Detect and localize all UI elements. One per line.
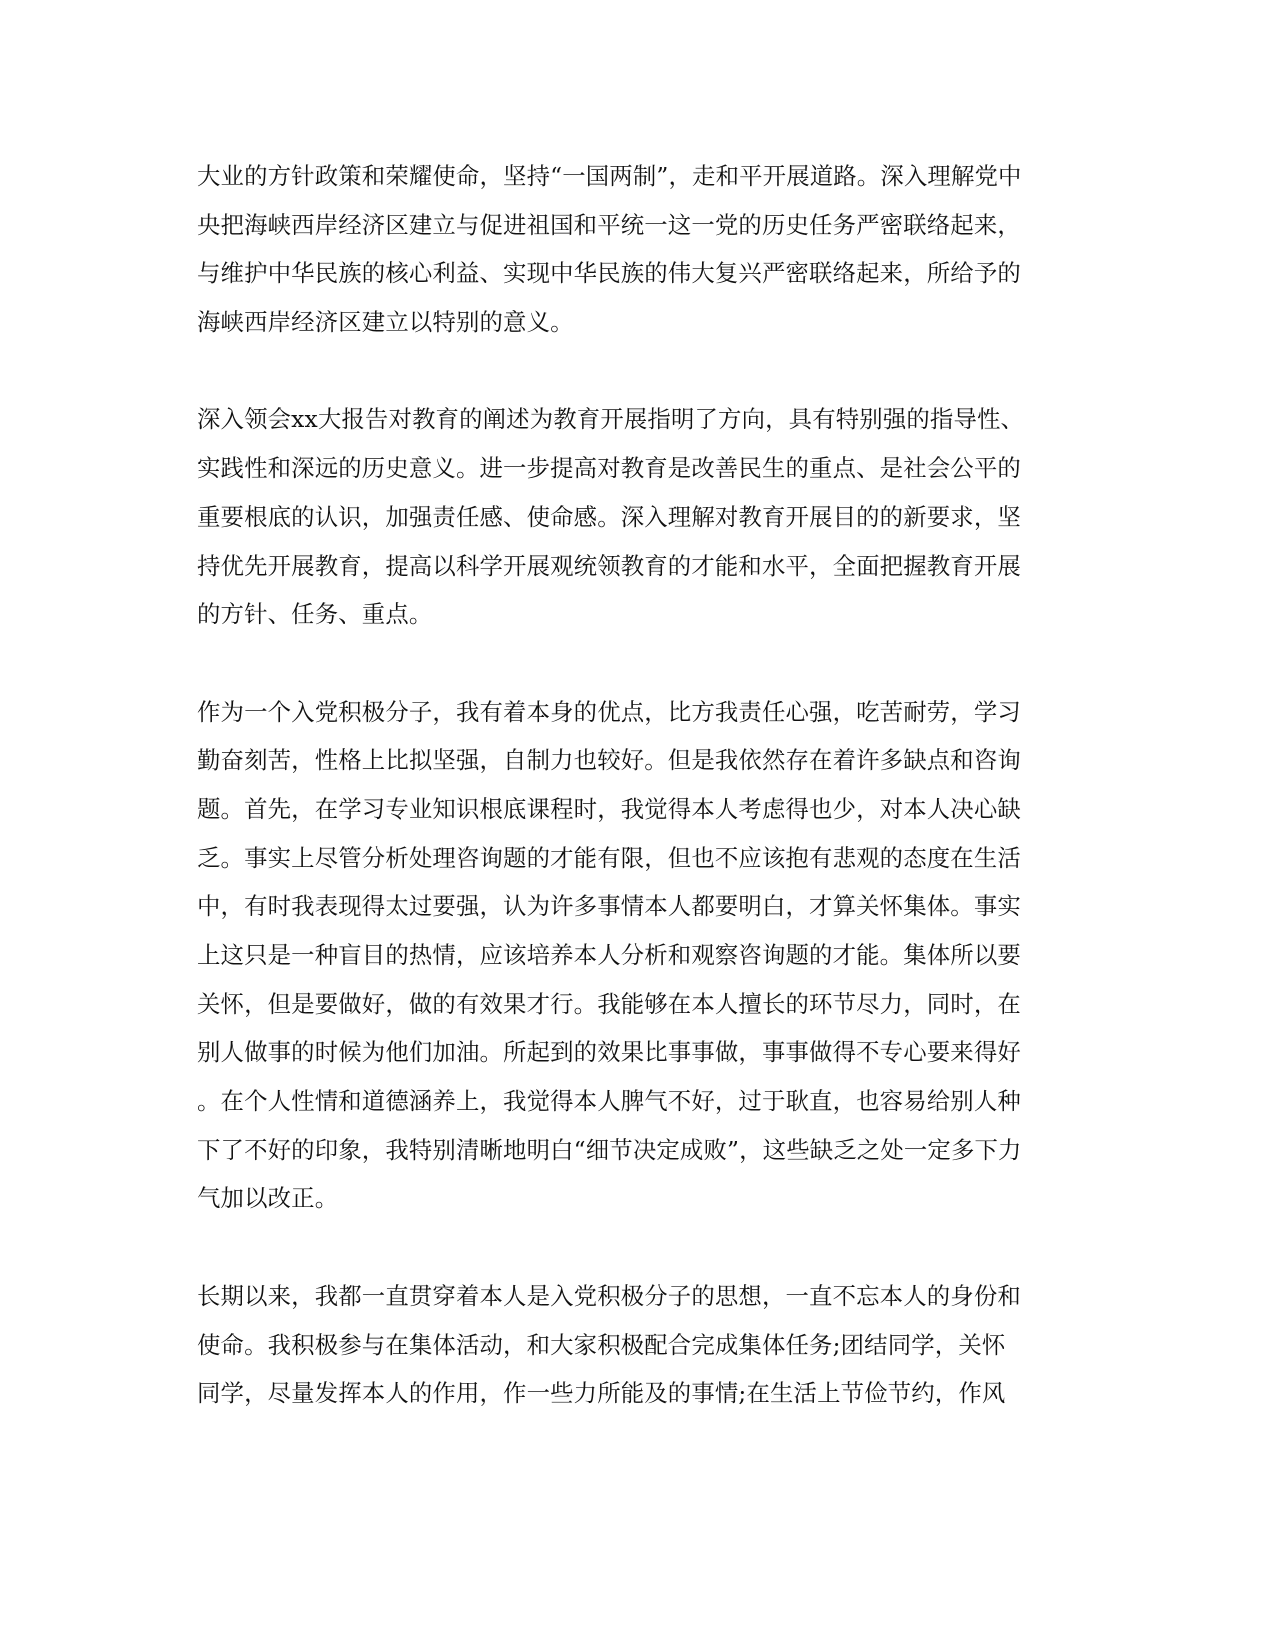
text-line: 大业的方针政策和荣耀使命，坚持“一国两制”，走和平开展道路。深入理解党中 [197,162,1022,190]
text-line: 关怀，但是要做好，做的有效果才行。我能够在本人擅长的环节尽力，同时，在 [197,989,1021,1018]
text-line: 央把海峡西岸经济区建立与促进祖国和平统一这一党的历史任务严密联络起来， [197,210,1021,239]
text-line: 持优先开展教育，提高以科学开展观统领教育的才能和水平，全面把握教育开展 [197,551,1021,580]
text-line: 重要根底的认识，加强责任感、使命感。深入理解对教育开展目的的新要求，坚 [197,502,1021,531]
text-line: 别人做事的时候为他们加油。所起到的效果比事事做，事事做得不专心要来得好 [197,1038,1021,1067]
text-line: 同学，尽量发挥本人的作用，作一些力所能及的事情;在生活上节俭节约，作风 [197,1379,1006,1408]
text-line: 的方针、任务、重点。 [197,600,433,629]
document-body [197,152,1073,1418]
paragraph-4 [197,1272,1073,1418]
text-line: 实践性和深远的历史意义。进一步提高对教育是改善民生的重点、是社会公平的 [197,454,1021,483]
text-line: 勤奋刻苦，性格上比拟坚强，自制力也较好。但是我依然存在着许多缺点和咨询 [197,746,1021,775]
text-line: 中，有时我表现得太过要强，认为许多事情本人都要明白，才算关怀集体。事实 [197,892,1021,921]
paragraph-3 [197,688,1073,1224]
text-line: 乏。事实上尽管分析处理咨询题的才能有限，但也不应该抱有悲观的态度在生活 [197,843,1021,872]
text-line: 气加以改正。 [197,1184,339,1213]
text-line: 深入领会xx大报告对教育的阐述为教育开展指明了方向，具有特别强的指导性、 [197,405,1025,434]
text-line: 海峡西岸经济区建立以特别的意义。 [197,308,574,337]
text-line: 题。首先，在学习专业知识根底课程时，我觉得本人考虑得也少，对本人决心缺 [197,794,1021,823]
text-line: 长期以来，我都一直贯穿着本人是入党积极分子的思想，一直不忘本人的身份和 [197,1281,1021,1310]
text-line: 作为一个入党积极分子，我有着本身的优点，比方我责任心强，吃苦耐劳，学习 [197,697,1021,726]
text-line: 。在个人性情和道德涵养上，我觉得本人脾气不好，过于耿直，也容易给别人种 [197,1087,1021,1116]
text-line: 使命。我积极参与在集体活动，和大家积极配合完成集体任务;团结同学，关怀 [197,1330,1006,1359]
paragraph-2 [197,395,1073,638]
paragraph-1 [197,152,1073,347]
text-line: 与维护中华民族的核心利益、实现中华民族的伟大复兴严密联络起来，所给予的 [197,259,1021,288]
text-line: 上这只是一种盲目的热情，应该培养本人分析和观察咨询题的才能。集体所以要 [197,941,1021,969]
text-line: 下了不好的印象，我特别清晰地明白“细节决定成败”，这些缺乏之处一定多下力 [197,1135,1022,1164]
